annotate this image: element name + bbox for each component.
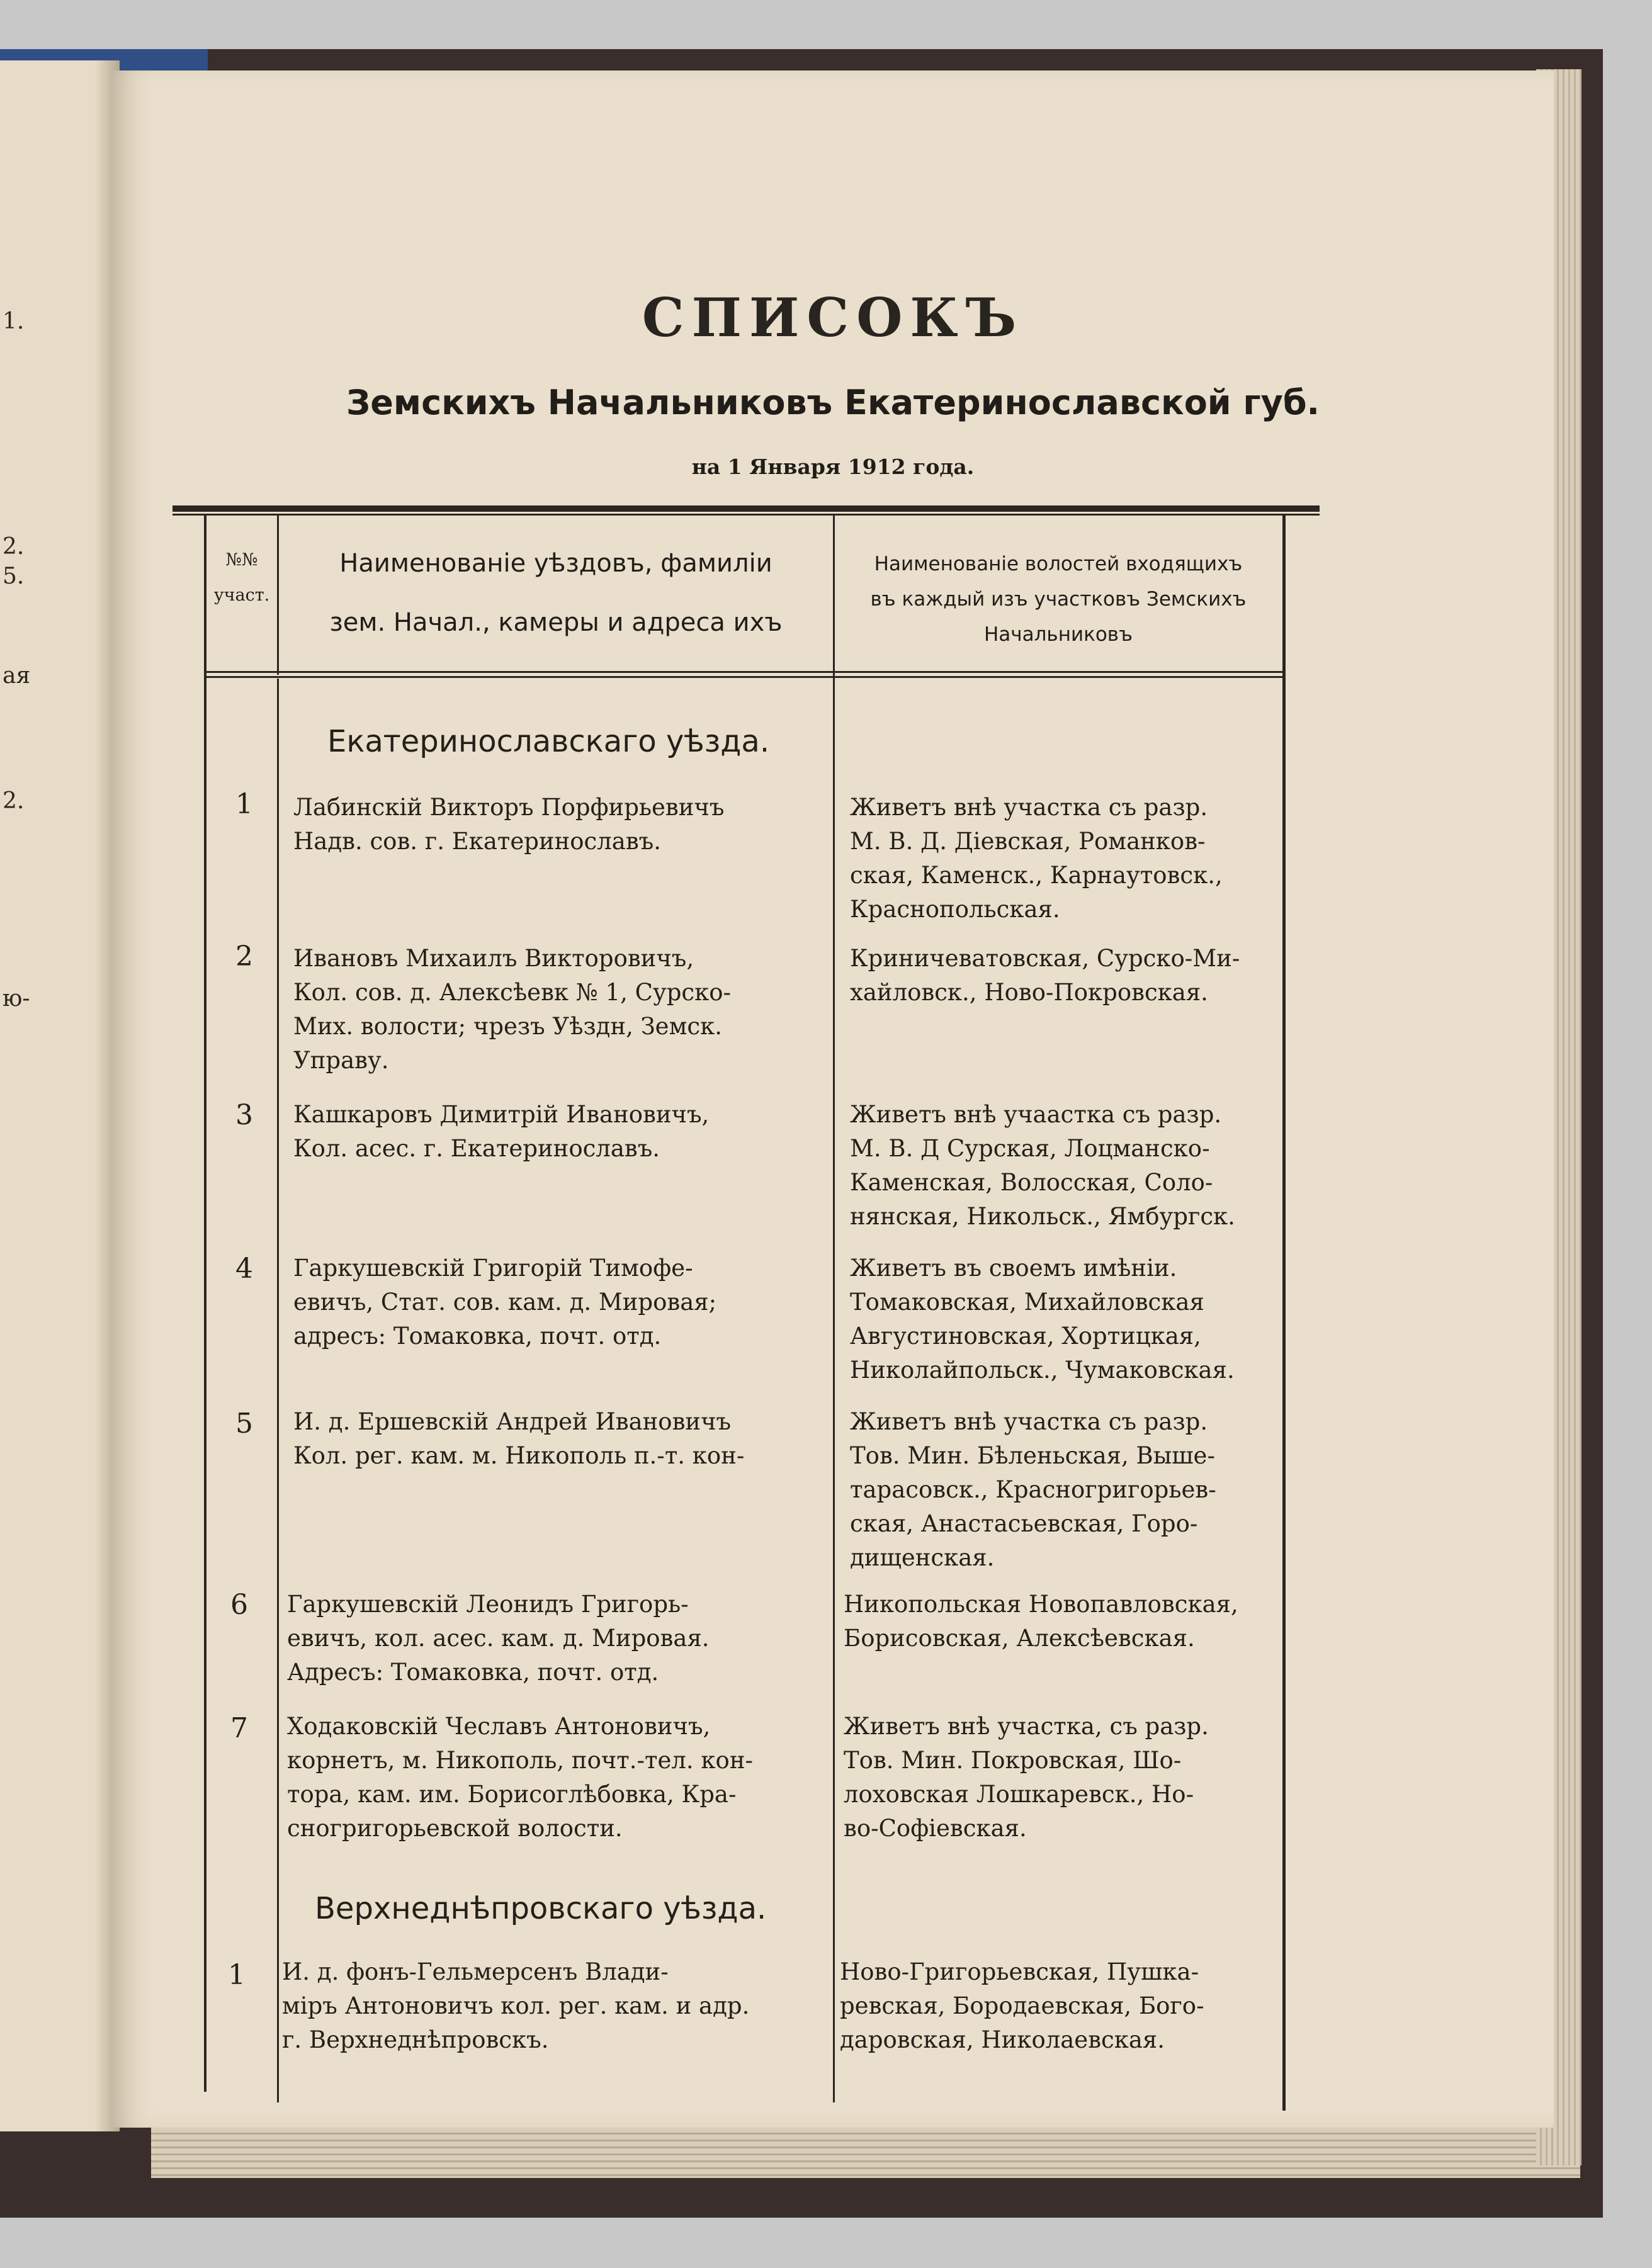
row-volosts: Ново-Григорьевская, Пушка- ревская, Бородаевская, Бого- даровская, Николаевская. [840, 1958, 1204, 2053]
column-divider [833, 515, 835, 2102]
row-number: 5 [235, 1408, 253, 1440]
row-number: 1 [235, 788, 253, 820]
header-number-label: участ. [213, 585, 270, 605]
heading-rule [173, 505, 1320, 512]
document-date: на 1 Января 1912 года. [691, 454, 975, 479]
header-number-symbol: №№ [225, 550, 258, 570]
row-person: Ивановъ Михаилъ Викторовичъ, Кол. сов. д. Алексѣевк № 1, Сурско- Мих. волости; чрезъ Уѣздн, Земск. Управу. [293, 945, 732, 1074]
row-volosts: Живетъ внѣ участка съ разр. М. В. Д. Діевская, Романков- ская, Каменск., Карнаутовск., Краснопольская. [850, 794, 1223, 923]
row-person: Кашкаровъ Димитрій Ивановичъ, Кол. асес. г. Екатеринославъ. [293, 1101, 710, 1162]
row-person: И. д. Ершевскій Андрей Ивановичъ Кол. рег. кам. м. Никополь п.-т. кон- [293, 1408, 745, 1469]
header-rule [204, 671, 1284, 673]
column-divider [277, 515, 279, 675]
district-heading: Верхнеднѣпровскаго уѣзда. [315, 1891, 767, 1926]
page-edges-bottom [151, 2128, 1580, 2178]
left-page-fragment: 5. [3, 563, 25, 589]
header-number [206, 543, 277, 613]
row-number: 2 [235, 940, 253, 973]
left-page-fragment: ю- [3, 986, 30, 1012]
row-volosts: Живетъ внѣ участка съ разр. Тов. Мин. Бѣленьская, Выше- тарасовск., Красногригорьев- ская, Анастасьевская, Горо- дищенская. [850, 1408, 1216, 1571]
column-divider [277, 679, 279, 2102]
row-number: 1 [228, 1959, 246, 1991]
district-heading: Екатеринославскаго уѣзда. [327, 724, 770, 759]
row-volosts: Никопольская Новопавловская, Борисовская, Алексѣевская. [844, 1591, 1238, 1652]
row-person: Гаркушевскій Леонидъ Григорь- евичъ, кол. асес. кам. д. Мировая. Адресъ: Томаковка, почт. отд. [287, 1591, 710, 1686]
left-page-fragment: 1. [3, 308, 25, 334]
row-volosts: Криничеватовская, Сурско-Ми- хайловск., Ново-Покровская. [850, 945, 1240, 1006]
row-person: Ходаковскій Чеславъ Антоновичъ, корнетъ, м. Никополь, почт.-тел. кон- тора, кам. им. Борисоглѣбовка, Кра- сногригорьевской волости. [287, 1713, 753, 1842]
left-page-fragment: 2. [3, 534, 25, 560]
document-title: СПИСОКЪ [642, 286, 1024, 349]
table-left-border [204, 515, 206, 2092]
row-volosts: Живетъ внѣ учаастка съ разр. М. В. Д Сурская, Лоцманско- Каменская, Волосская, Соло- нянская, Никольск., Ямбургск. [850, 1101, 1235, 1230]
document-subtitle: Земскихъ Начальниковъ Екатеринославской губ. [346, 383, 1320, 422]
row-person: Гаркушевскій Григорій Тимофе- евичъ, Стат. сов. кам. д. Мировая; адресъ: Томаковка, почт. отд. [293, 1255, 717, 1350]
header-name-column: Наименованіе уѣздовъ, фамиліи зем. Начал., камеры и адреса ихъ [329, 549, 783, 637]
row-volosts: Живетъ внѣ участка, съ разр. Тов. Мин. Покровская, Шо- лоховская Лошкаревск., Но- во-Софіевская. [844, 1713, 1209, 1842]
row-number: 7 [230, 1712, 248, 1744]
row-person: Лабинскій Викторъ Порфирьевичъ Надв. сов. г. Екатеринославъ. [293, 794, 725, 855]
table-right-border [1282, 515, 1286, 2111]
left-page-fragment: 2. [3, 788, 25, 814]
row-number: 6 [230, 1589, 248, 1621]
row-number: 4 [235, 1253, 253, 1285]
header-rule-double [204, 676, 1284, 678]
row-volosts: Живетъ въ своемъ имѣніи. Томаковская, Михайловская Августиновская, Хортицкая, Николайпольск., Чумаковская. [850, 1255, 1235, 1384]
row-person: И. д. фонъ-Гельмерсенъ Влади- міръ Антоновичъ кол. рег. кам. и адр. г. Верхнеднѣпровскъ. [282, 1958, 750, 2053]
heading-rule-thin [173, 514, 1320, 516]
left-page-fragment: ая [3, 663, 31, 689]
row-number: 3 [235, 1099, 253, 1131]
header-volosts-column: Наименованіе волостей входящихъ въ каждый изъ участковъ Земскихъ Начальниковъ [870, 553, 1247, 646]
